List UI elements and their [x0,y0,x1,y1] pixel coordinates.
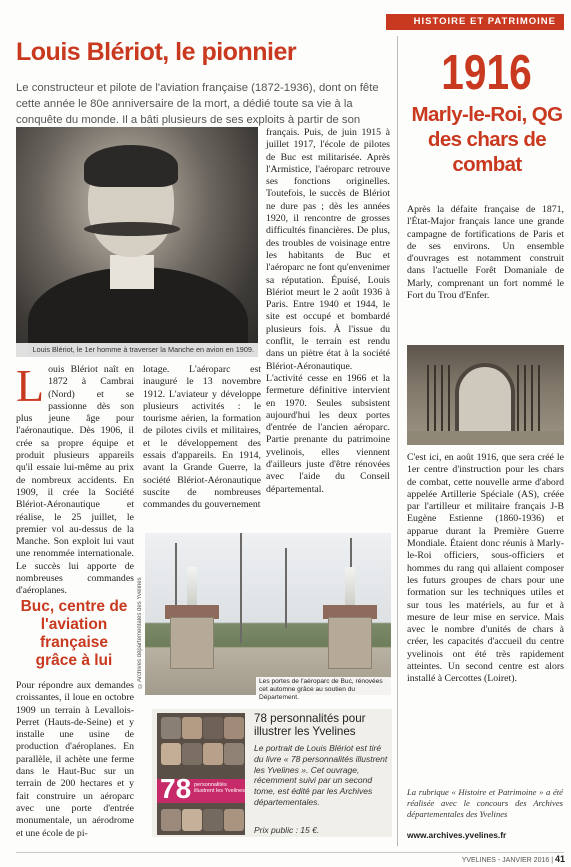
sidebar-text-1: Après la défaite française de 1871, l'État-Major français lance une grande campagne de fortifications de Paris et de ses environs. Un ensemble d'ouvrages est notamment construit dans l'actuelle Forêt Domaniale de Marly, comprenant un fort nommé le Fort du Trou d'Enfer. [407,204,564,302]
archives-link[interactable]: www.archives.yvelines.fr [407,830,507,840]
footer-divider [16,852,564,853]
article-title: Louis Blériot, le pionnier [16,38,297,66]
body-column-1-bottom: Pour répondre aux demandes croissantes, il loue en octobre 1909 un terrain à Levallois-Perret (Hauts-de-Seine) et y installe une usine de production d'aéroplanes. En parallèle, il achète une ferme dans le Haut-Buc sur un terrain de 200 hectares et y fait construire un aéroparc avec une porte d'entrée monumentale, un aérodrome et une école de pi- [16,680,134,839]
book-cover-image [157,713,245,835]
body-column-1 [16,360,134,597]
page-number: 41 [554,854,565,864]
page-footer: YVELINES - JANVIER 2016 | 41 [461,854,565,864]
sidebar-title: Marly-le-Roi, QG des chars de combat [411,103,563,176]
body-text: ouis Blériot naît en 1872 à Cambrai (Nord) et se passionne dès son plus jeune âge pour l'aéronautique. Dès 1906, il crée sa propre équipe et produit plusieurs appareils qu'il essaie lui-même au prix de nombreux accidents. En 1909, il crée la Société Blériot-Aéronautique et réalise, le 25 juillet, le premier vol au-dessus de la Manche. Son exploit lui vaut une renommée internationale. Le succès lui apporte de nombreuses commandes d'aéroplanes. [16,364,134,597]
fort-gate-photo [407,345,564,445]
book-cover-text: personnalités illustrent les Yvelines [194,782,245,794]
article-intro: Le constructeur et pilote de l'aviation française (1872-1936), dont on fête cette année le 80e anniversaire de la mort, a dédié toute sa vie à la conquête du monde. Il a bâti plusieurs de ses exploits à partir de son [16,82,379,126]
gates-caption: Les portes de l'aéroparc de Buc, rénovées cet automne grâce au soutien du Département. [256,677,392,695]
book-cover-number: 78 [160,773,192,804]
column-divider [397,36,398,846]
body-column-2: lotage. L'aéroparc est inauguré le 13 novembre 1912. L'aviateur y développe plusieurs activités : le tourisme aérien, la formation de pilotes civils et militaires, et le développement des essais d'appareils. En 1914, avant la Grande Guerre, la société Blériot-Aéronautique suscite de nombreuses commandes du gouvernement [143,364,261,511]
sidebar-year: 1916 [441,46,532,100]
rubric-credit: La rubrique « Histoire et Patrimoine » a été réalisée avec le concours des Archives départementales des Yvelines [407,787,563,819]
book-description: Le portrait de Louis Blériot est tiré du livre « 78 personnalités illustrent les Yvelines ». Cet ouvrage, récemment suivi par un second tome, est édité par les Archives départementales. [254,743,388,807]
section-subtitle: Buc, centre de l'aviation française grâce à lui [20,598,128,669]
bleriot-portrait-photo [16,127,258,357]
drop-cap: L [16,360,45,411]
aeroparc-gates-photo [145,533,391,695]
section-tag: HISTOIRE ET PATRIMOINE [386,14,564,30]
photo-credit: ©Archives départementales des Yvelines [137,577,143,688]
sidebar-text-2: C'est ici, en août 1916, que sera créé le 1er centre d'instruction pour les chars de combat, cette nouvelle arme d'abord appelée Artillerie Spéciale (AS), créée par l'artilleur et militaire français J-B Eugène Estienne (1860-1936) et apparue durant la Première Guerre Mondiale. Étaient donc réunis à Marly-le-Roi officiers, sous-officiers et hommes du rang qui allaient composer les futurs groupes de chars pour une formation sur les techniques utiles et sur tous les matériels, au fur et à mesure de leur mise en service. Mais avec le nombre d'unités de chars à créer, les capacités d'accueil du centre yvelinois ont été très rapidement atteintes. Un second centre est alors installé à Cercottes (Loiret). [407,452,564,685]
book-title: 78 personnalités pour illustrer les Yvelines [254,712,366,738]
book-price: Prix public : 15 €. [254,825,320,835]
issue-label: YVELINES - JANVIER 2016 [461,857,550,864]
body-column-3: français. Puis, de juin 1915 à juillet 1917, l'école de pilotes de Buc est militarisée. Après l'Armistice, l'aéroparc retrouve ses fonctions originelles. Toutefois, le succès de Blériot ne dure pas ; dès les années 1920, il rencontre de grosses difficultés financières. De plus, des troubles de voisinage entre les habitants de Buc et l'aéroparc ne font qu'envenimer sa réputation. Épuisé, Louis Blériot meurt le 2 août 1936 à Paris. Entre 1940 et 1944, le site est occupé et bombardé plusieurs fois. À l'issue du conflit, le terrain est rendu dans un piètre état à la société Blériot-Aéronautique. L'activité cesse en 1966 et la fermeture définitive intervient en 1970. Seules subsistent aujourd'hui les deux portes d'entrée de l'ancien aéroparc. Partie prenante du patrimoine yvelinois, elles viennent d'ailleurs juste d'être rénovées avec l'aide du Conseil départemental. [266,127,390,495]
portrait-caption: Louis Blériot, le 1er homme à traverser la Manche en avion en 1909. [16,343,258,357]
